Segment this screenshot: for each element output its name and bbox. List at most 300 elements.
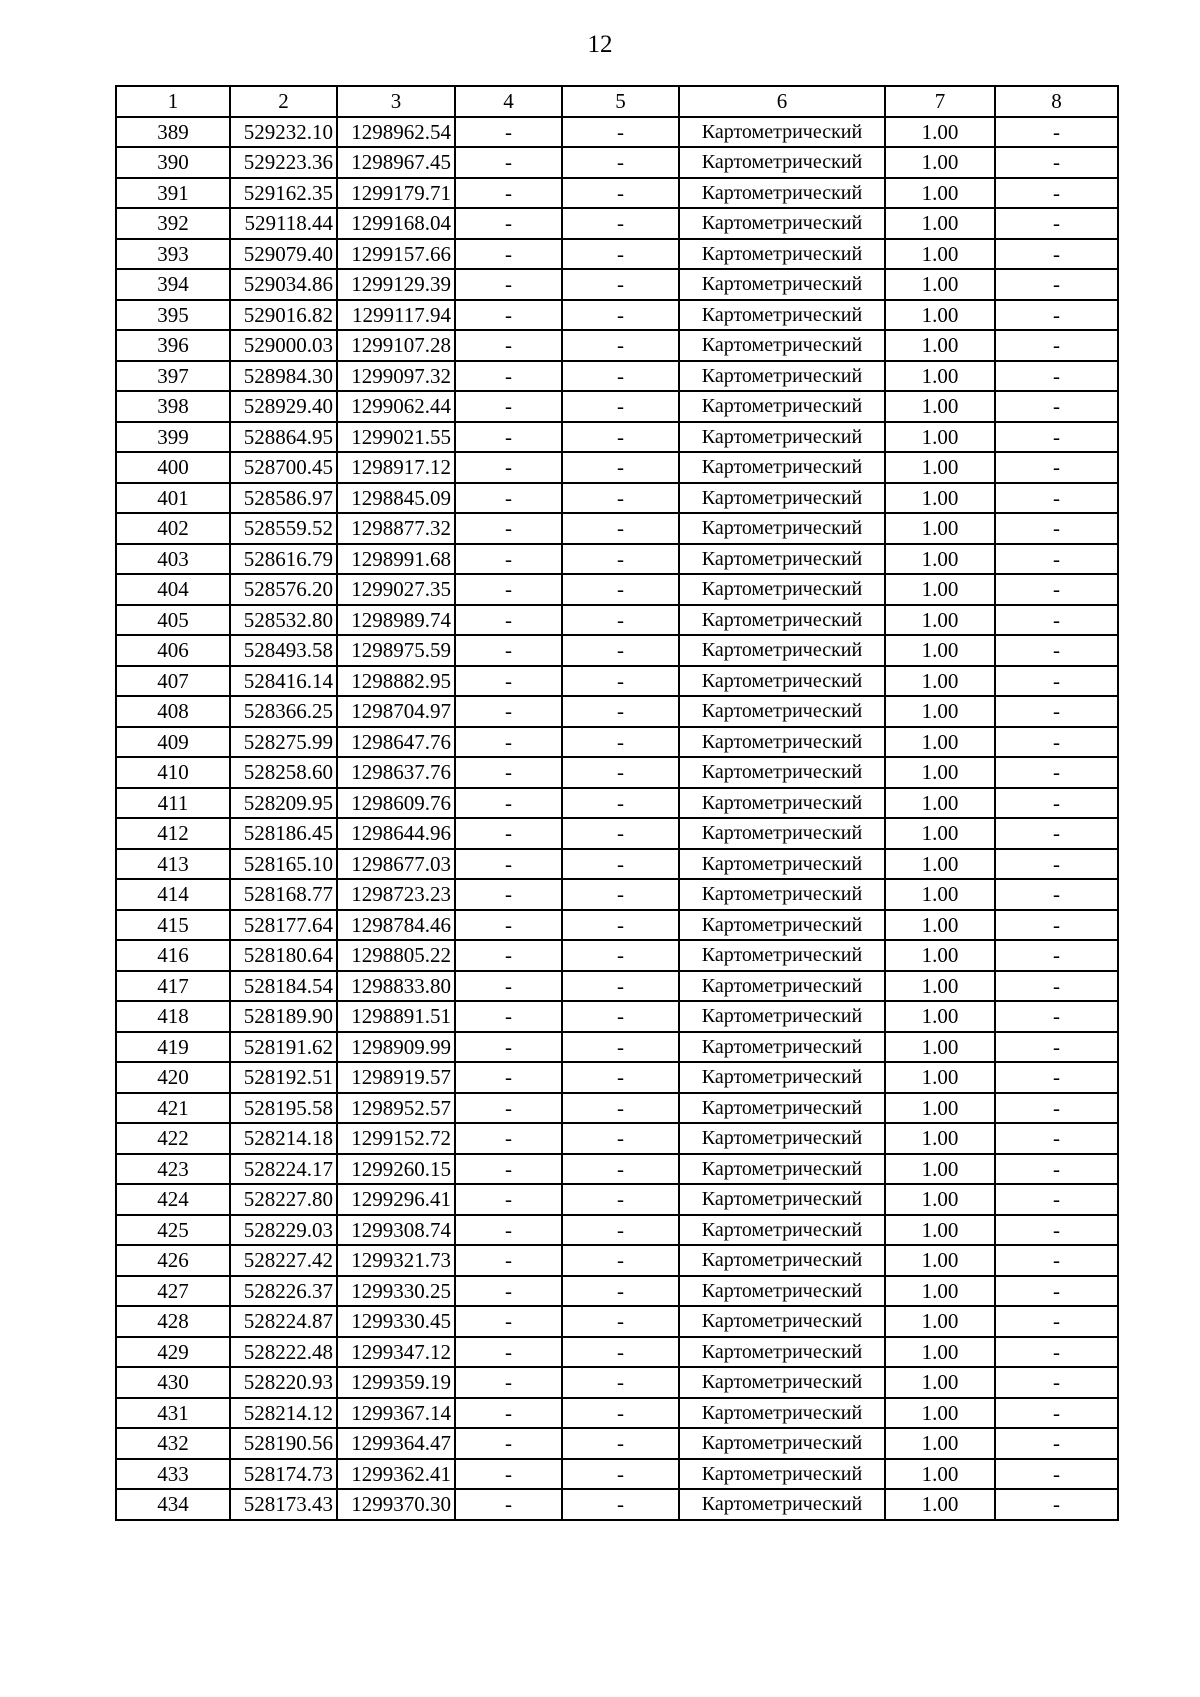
- column-5-cell: -: [562, 391, 679, 422]
- x-coordinate-cell: 528559.52: [230, 513, 337, 544]
- y-coordinate-cell: 1298833.80: [337, 971, 455, 1002]
- accuracy-cell: 1.00: [885, 1428, 995, 1459]
- point-number-cell: 434: [116, 1489, 230, 1520]
- accuracy-cell: 1.00: [885, 269, 995, 300]
- table-row: [116, 696, 1118, 727]
- y-coordinate-cell: 1298882.95: [337, 666, 455, 697]
- method-cell: Картометрический: [679, 300, 885, 331]
- method-cell: Картометрический: [679, 1306, 885, 1337]
- method-cell: Картометрический: [679, 971, 885, 1002]
- column-5-cell: -: [562, 788, 679, 819]
- column-8-cell: -: [995, 178, 1118, 209]
- column-8-cell: -: [995, 1306, 1118, 1337]
- column-5-cell: -: [562, 147, 679, 178]
- y-coordinate-cell: 1299359.19: [337, 1367, 455, 1398]
- column-4-cell: -: [455, 544, 562, 575]
- y-coordinate-cell: 1298647.76: [337, 727, 455, 758]
- y-coordinate-cell: 1299157.66: [337, 239, 455, 270]
- y-coordinate-cell: 1299330.25: [337, 1276, 455, 1307]
- accuracy-cell: 1.00: [885, 483, 995, 514]
- header-cell: 4: [455, 86, 562, 117]
- method-cell: Картометрический: [679, 1215, 885, 1246]
- column-4-cell: -: [455, 239, 562, 270]
- column-8-cell: -: [995, 513, 1118, 544]
- point-number-cell: 422: [116, 1123, 230, 1154]
- header-cell: 5: [562, 86, 679, 117]
- column-4-cell: -: [455, 849, 562, 880]
- method-cell: Картометрический: [679, 757, 885, 788]
- accuracy-cell: 1.00: [885, 1245, 995, 1276]
- point-number-cell: 408: [116, 696, 230, 727]
- x-coordinate-cell: 528532.80: [230, 605, 337, 636]
- column-4-cell: -: [455, 940, 562, 971]
- method-cell: Картометрический: [679, 1032, 885, 1063]
- method-cell: Картометрический: [679, 391, 885, 422]
- column-8-cell: -: [995, 849, 1118, 880]
- y-coordinate-cell: 1299021.55: [337, 422, 455, 453]
- column-4-cell: -: [455, 605, 562, 636]
- accuracy-cell: 1.00: [885, 422, 995, 453]
- accuracy-cell: 1.00: [885, 635, 995, 666]
- column-8-cell: -: [995, 696, 1118, 727]
- y-coordinate-cell: 1299370.30: [337, 1489, 455, 1520]
- column-8-cell: -: [995, 452, 1118, 483]
- accuracy-cell: 1.00: [885, 971, 995, 1002]
- point-number-cell: 400: [116, 452, 230, 483]
- x-coordinate-cell: 528227.80: [230, 1184, 337, 1215]
- column-5-cell: -: [562, 879, 679, 910]
- column-5-cell: -: [562, 1245, 679, 1276]
- method-cell: Картометрический: [679, 605, 885, 636]
- x-coordinate-cell: 528984.30: [230, 361, 337, 392]
- method-cell: Картометрический: [679, 178, 885, 209]
- x-coordinate-cell: 529079.40: [230, 239, 337, 270]
- header-cell: 7: [885, 86, 995, 117]
- point-number-cell: 409: [116, 727, 230, 758]
- x-coordinate-cell: 529016.82: [230, 300, 337, 331]
- point-number-cell: 427: [116, 1276, 230, 1307]
- point-number-cell: 432: [116, 1428, 230, 1459]
- y-coordinate-cell: 1298644.96: [337, 818, 455, 849]
- column-4-cell: -: [455, 1306, 562, 1337]
- point-number-cell: 393: [116, 239, 230, 270]
- column-5-cell: -: [562, 1428, 679, 1459]
- accuracy-cell: 1.00: [885, 1215, 995, 1246]
- x-coordinate-cell: 528184.54: [230, 971, 337, 1002]
- point-number-cell: 420: [116, 1062, 230, 1093]
- table-row: [116, 178, 1118, 209]
- column-8-cell: -: [995, 727, 1118, 758]
- y-coordinate-cell: 1299362.41: [337, 1459, 455, 1490]
- point-number-cell: 392: [116, 208, 230, 239]
- x-coordinate-cell: 528700.45: [230, 452, 337, 483]
- column-5-cell: -: [562, 1032, 679, 1063]
- table-row: [116, 422, 1118, 453]
- column-4-cell: -: [455, 452, 562, 483]
- column-5-cell: -: [562, 1001, 679, 1032]
- column-4-cell: -: [455, 879, 562, 910]
- method-cell: Картометрический: [679, 849, 885, 880]
- x-coordinate-cell: 528275.99: [230, 727, 337, 758]
- table-row: [116, 361, 1118, 392]
- method-cell: Картометрический: [679, 1093, 885, 1124]
- x-coordinate-cell: 528214.12: [230, 1398, 337, 1429]
- accuracy-cell: 1.00: [885, 849, 995, 880]
- column-8-cell: -: [995, 1001, 1118, 1032]
- table-row: [116, 788, 1118, 819]
- x-coordinate-cell: 528226.37: [230, 1276, 337, 1307]
- table-row: [116, 1215, 1118, 1246]
- table-row: [116, 1245, 1118, 1276]
- column-4-cell: -: [455, 178, 562, 209]
- y-coordinate-cell: 1298952.57: [337, 1093, 455, 1124]
- column-4-cell: -: [455, 1032, 562, 1063]
- column-4-cell: -: [455, 147, 562, 178]
- point-number-cell: 406: [116, 635, 230, 666]
- accuracy-cell: 1.00: [885, 208, 995, 239]
- column-5-cell: -: [562, 1062, 679, 1093]
- column-8-cell: -: [995, 910, 1118, 941]
- column-5-cell: -: [562, 635, 679, 666]
- y-coordinate-cell: 1299296.41: [337, 1184, 455, 1215]
- column-5-cell: -: [562, 544, 679, 575]
- column-8-cell: -: [995, 117, 1118, 148]
- table-row: [116, 269, 1118, 300]
- column-4-cell: -: [455, 117, 562, 148]
- column-5-cell: -: [562, 910, 679, 941]
- x-coordinate-cell: 528366.25: [230, 696, 337, 727]
- x-coordinate-cell: 528227.42: [230, 1245, 337, 1276]
- column-8-cell: -: [995, 422, 1118, 453]
- y-coordinate-cell: 1299367.14: [337, 1398, 455, 1429]
- column-5-cell: -: [562, 1154, 679, 1185]
- table-row: [116, 1459, 1118, 1490]
- point-number-cell: 389: [116, 117, 230, 148]
- column-5-cell: -: [562, 422, 679, 453]
- point-number-cell: 416: [116, 940, 230, 971]
- method-cell: Картометрический: [679, 879, 885, 910]
- accuracy-cell: 1.00: [885, 1306, 995, 1337]
- table-row: [116, 971, 1118, 1002]
- x-coordinate-cell: 528258.60: [230, 757, 337, 788]
- y-coordinate-cell: 1298845.09: [337, 483, 455, 514]
- column-8-cell: -: [995, 1428, 1118, 1459]
- method-cell: Картометрический: [679, 1154, 885, 1185]
- accuracy-cell: 1.00: [885, 1062, 995, 1093]
- accuracy-cell: 1.00: [885, 910, 995, 941]
- page-number: 12: [587, 31, 613, 58]
- column-8-cell: -: [995, 361, 1118, 392]
- method-cell: Картометрический: [679, 147, 885, 178]
- column-8-cell: -: [995, 391, 1118, 422]
- column-4-cell: -: [455, 422, 562, 453]
- column-4-cell: -: [455, 1337, 562, 1368]
- method-cell: Картометрический: [679, 1062, 885, 1093]
- column-8-cell: -: [995, 1459, 1118, 1490]
- x-coordinate-cell: 528864.95: [230, 422, 337, 453]
- y-coordinate-cell: 1298784.46: [337, 910, 455, 941]
- table-row: [116, 1093, 1118, 1124]
- point-number-cell: 394: [116, 269, 230, 300]
- table-row: [116, 605, 1118, 636]
- accuracy-cell: 1.00: [885, 239, 995, 270]
- point-number-cell: 412: [116, 818, 230, 849]
- point-number-cell: 429: [116, 1337, 230, 1368]
- column-4-cell: -: [455, 788, 562, 819]
- column-4-cell: -: [455, 1489, 562, 1520]
- x-coordinate-cell: 528174.73: [230, 1459, 337, 1490]
- accuracy-cell: 1.00: [885, 1459, 995, 1490]
- column-8-cell: -: [995, 1093, 1118, 1124]
- y-coordinate-cell: 1298991.68: [337, 544, 455, 575]
- column-5-cell: -: [562, 666, 679, 697]
- accuracy-cell: 1.00: [885, 1276, 995, 1307]
- method-cell: Картометрический: [679, 574, 885, 605]
- method-cell: Картометрический: [679, 1428, 885, 1459]
- column-8-cell: -: [995, 818, 1118, 849]
- column-4-cell: -: [455, 971, 562, 1002]
- y-coordinate-cell: 1298805.22: [337, 940, 455, 971]
- method-cell: Картометрический: [679, 940, 885, 971]
- table-row: [116, 1306, 1118, 1337]
- point-number-cell: 403: [116, 544, 230, 575]
- column-8-cell: -: [995, 1062, 1118, 1093]
- column-8-cell: -: [995, 1032, 1118, 1063]
- column-4-cell: -: [455, 391, 562, 422]
- point-number-cell: 399: [116, 422, 230, 453]
- accuracy-cell: 1.00: [885, 1154, 995, 1185]
- table-row: [116, 1428, 1118, 1459]
- column-5-cell: -: [562, 1276, 679, 1307]
- column-8-cell: -: [995, 1154, 1118, 1185]
- x-coordinate-cell: 528190.56: [230, 1428, 337, 1459]
- table-row: [116, 1489, 1118, 1520]
- point-number-cell: 414: [116, 879, 230, 910]
- column-8-cell: -: [995, 1123, 1118, 1154]
- column-4-cell: -: [455, 269, 562, 300]
- y-coordinate-cell: 1299027.35: [337, 574, 455, 605]
- table-row: [116, 727, 1118, 758]
- method-cell: Картометрический: [679, 1276, 885, 1307]
- column-8-cell: -: [995, 1184, 1118, 1215]
- table-row: [116, 117, 1118, 148]
- column-4-cell: -: [455, 330, 562, 361]
- column-8-cell: -: [995, 330, 1118, 361]
- method-cell: Картометрический: [679, 635, 885, 666]
- table-row: [116, 1032, 1118, 1063]
- column-4-cell: -: [455, 1062, 562, 1093]
- method-cell: Картометрический: [679, 1001, 885, 1032]
- column-8-cell: -: [995, 574, 1118, 605]
- table-row: [116, 666, 1118, 697]
- column-5-cell: -: [562, 208, 679, 239]
- column-5-cell: -: [562, 361, 679, 392]
- column-5-cell: -: [562, 971, 679, 1002]
- column-8-cell: -: [995, 1398, 1118, 1429]
- y-coordinate-cell: 1298891.51: [337, 1001, 455, 1032]
- y-coordinate-cell: 1298877.32: [337, 513, 455, 544]
- method-cell: Картометрический: [679, 1367, 885, 1398]
- column-4-cell: -: [455, 1093, 562, 1124]
- accuracy-cell: 1.00: [885, 574, 995, 605]
- table-row: [116, 391, 1118, 422]
- y-coordinate-cell: 1298609.76: [337, 788, 455, 819]
- column-5-cell: -: [562, 818, 679, 849]
- column-5-cell: -: [562, 696, 679, 727]
- column-5-cell: -: [562, 1215, 679, 1246]
- column-8-cell: -: [995, 666, 1118, 697]
- accuracy-cell: 1.00: [885, 696, 995, 727]
- method-cell: Картометрический: [679, 666, 885, 697]
- point-number-cell: 404: [116, 574, 230, 605]
- point-number-cell: 390: [116, 147, 230, 178]
- point-number-cell: 396: [116, 330, 230, 361]
- point-number-cell: 410: [116, 757, 230, 788]
- x-coordinate-cell: 528168.77: [230, 879, 337, 910]
- table-row: [116, 1062, 1118, 1093]
- table-row: [116, 1276, 1118, 1307]
- column-5-cell: -: [562, 727, 679, 758]
- header-cell: 6: [679, 86, 885, 117]
- table-row: [116, 1123, 1118, 1154]
- method-cell: Картометрический: [679, 452, 885, 483]
- accuracy-cell: 1.00: [885, 1093, 995, 1124]
- column-8-cell: -: [995, 147, 1118, 178]
- column-8-cell: -: [995, 483, 1118, 514]
- method-cell: Картометрический: [679, 788, 885, 819]
- column-4-cell: -: [455, 1215, 562, 1246]
- column-8-cell: -: [995, 940, 1118, 971]
- accuracy-cell: 1.00: [885, 1337, 995, 1368]
- x-coordinate-cell: 528222.48: [230, 1337, 337, 1368]
- column-8-cell: -: [995, 879, 1118, 910]
- accuracy-cell: 1.00: [885, 1489, 995, 1520]
- column-8-cell: -: [995, 1367, 1118, 1398]
- column-8-cell: -: [995, 1215, 1118, 1246]
- point-number-cell: 407: [116, 666, 230, 697]
- point-number-cell: 419: [116, 1032, 230, 1063]
- y-coordinate-cell: 1299321.73: [337, 1245, 455, 1276]
- table-row: [116, 1398, 1118, 1429]
- column-4-cell: -: [455, 1459, 562, 1490]
- x-coordinate-cell: 528195.58: [230, 1093, 337, 1124]
- column-8-cell: -: [995, 605, 1118, 636]
- column-4-cell: -: [455, 1428, 562, 1459]
- accuracy-cell: 1.00: [885, 605, 995, 636]
- method-cell: Картометрический: [679, 513, 885, 544]
- column-8-cell: -: [995, 788, 1118, 819]
- accuracy-cell: 1.00: [885, 757, 995, 788]
- column-5-cell: -: [562, 300, 679, 331]
- x-coordinate-cell: 528229.03: [230, 1215, 337, 1246]
- method-cell: Картометрический: [679, 483, 885, 514]
- method-cell: Картометрический: [679, 361, 885, 392]
- header-cell: 2: [230, 86, 337, 117]
- point-number-cell: 415: [116, 910, 230, 941]
- column-5-cell: -: [562, 1489, 679, 1520]
- column-5-cell: -: [562, 1093, 679, 1124]
- column-4-cell: -: [455, 361, 562, 392]
- y-coordinate-cell: 1299117.94: [337, 300, 455, 331]
- accuracy-cell: 1.00: [885, 940, 995, 971]
- method-cell: Картометрический: [679, 117, 885, 148]
- accuracy-cell: 1.00: [885, 452, 995, 483]
- table-row: [116, 300, 1118, 331]
- column-5-cell: -: [562, 452, 679, 483]
- x-coordinate-cell: 528416.14: [230, 666, 337, 697]
- point-number-cell: 417: [116, 971, 230, 1002]
- method-cell: Картометрический: [679, 1337, 885, 1368]
- column-8-cell: -: [995, 208, 1118, 239]
- accuracy-cell: 1.00: [885, 818, 995, 849]
- point-number-cell: 426: [116, 1245, 230, 1276]
- column-8-cell: -: [995, 1337, 1118, 1368]
- column-5-cell: -: [562, 1459, 679, 1490]
- accuracy-cell: 1.00: [885, 117, 995, 148]
- y-coordinate-cell: 1298919.57: [337, 1062, 455, 1093]
- accuracy-cell: 1.00: [885, 1367, 995, 1398]
- column-5-cell: -: [562, 117, 679, 148]
- table-body: [116, 86, 1118, 1520]
- accuracy-cell: 1.00: [885, 1123, 995, 1154]
- column-5-cell: -: [562, 330, 679, 361]
- point-number-cell: 395: [116, 300, 230, 331]
- x-coordinate-cell: 528191.62: [230, 1032, 337, 1063]
- x-coordinate-cell: 528209.95: [230, 788, 337, 819]
- accuracy-cell: 1.00: [885, 727, 995, 758]
- table-row: [116, 757, 1118, 788]
- column-5-cell: -: [562, 1306, 679, 1337]
- point-number-cell: 405: [116, 605, 230, 636]
- column-4-cell: -: [455, 513, 562, 544]
- point-number-cell: 433: [116, 1459, 230, 1490]
- x-coordinate-cell: 528576.20: [230, 574, 337, 605]
- table-row: [116, 483, 1118, 514]
- y-coordinate-cell: 1298637.76: [337, 757, 455, 788]
- y-coordinate-cell: 1298975.59: [337, 635, 455, 666]
- method-cell: Картометрический: [679, 330, 885, 361]
- table-row: [116, 1184, 1118, 1215]
- column-5-cell: -: [562, 1337, 679, 1368]
- y-coordinate-cell: 1299168.04: [337, 208, 455, 239]
- accuracy-cell: 1.00: [885, 544, 995, 575]
- column-4-cell: -: [455, 910, 562, 941]
- coordinates-table: [115, 85, 1119, 1521]
- column-4-cell: -: [455, 1001, 562, 1032]
- column-8-cell: -: [995, 1276, 1118, 1307]
- column-8-cell: -: [995, 544, 1118, 575]
- accuracy-cell: 1.00: [885, 1001, 995, 1032]
- y-coordinate-cell: 1298704.97: [337, 696, 455, 727]
- y-coordinate-cell: 1299129.39: [337, 269, 455, 300]
- table-row: [116, 330, 1118, 361]
- column-4-cell: -: [455, 1184, 562, 1215]
- column-5-cell: -: [562, 849, 679, 880]
- point-number-cell: 413: [116, 849, 230, 880]
- point-number-cell: 398: [116, 391, 230, 422]
- column-8-cell: -: [995, 971, 1118, 1002]
- accuracy-cell: 1.00: [885, 391, 995, 422]
- method-cell: Картометрический: [679, 1489, 885, 1520]
- point-number-cell: 391: [116, 178, 230, 209]
- point-number-cell: 418: [116, 1001, 230, 1032]
- y-coordinate-cell: 1299364.47: [337, 1428, 455, 1459]
- table-row: [116, 208, 1118, 239]
- point-number-cell: 430: [116, 1367, 230, 1398]
- method-cell: Картометрический: [679, 696, 885, 727]
- column-4-cell: -: [455, 757, 562, 788]
- table-row: [116, 879, 1118, 910]
